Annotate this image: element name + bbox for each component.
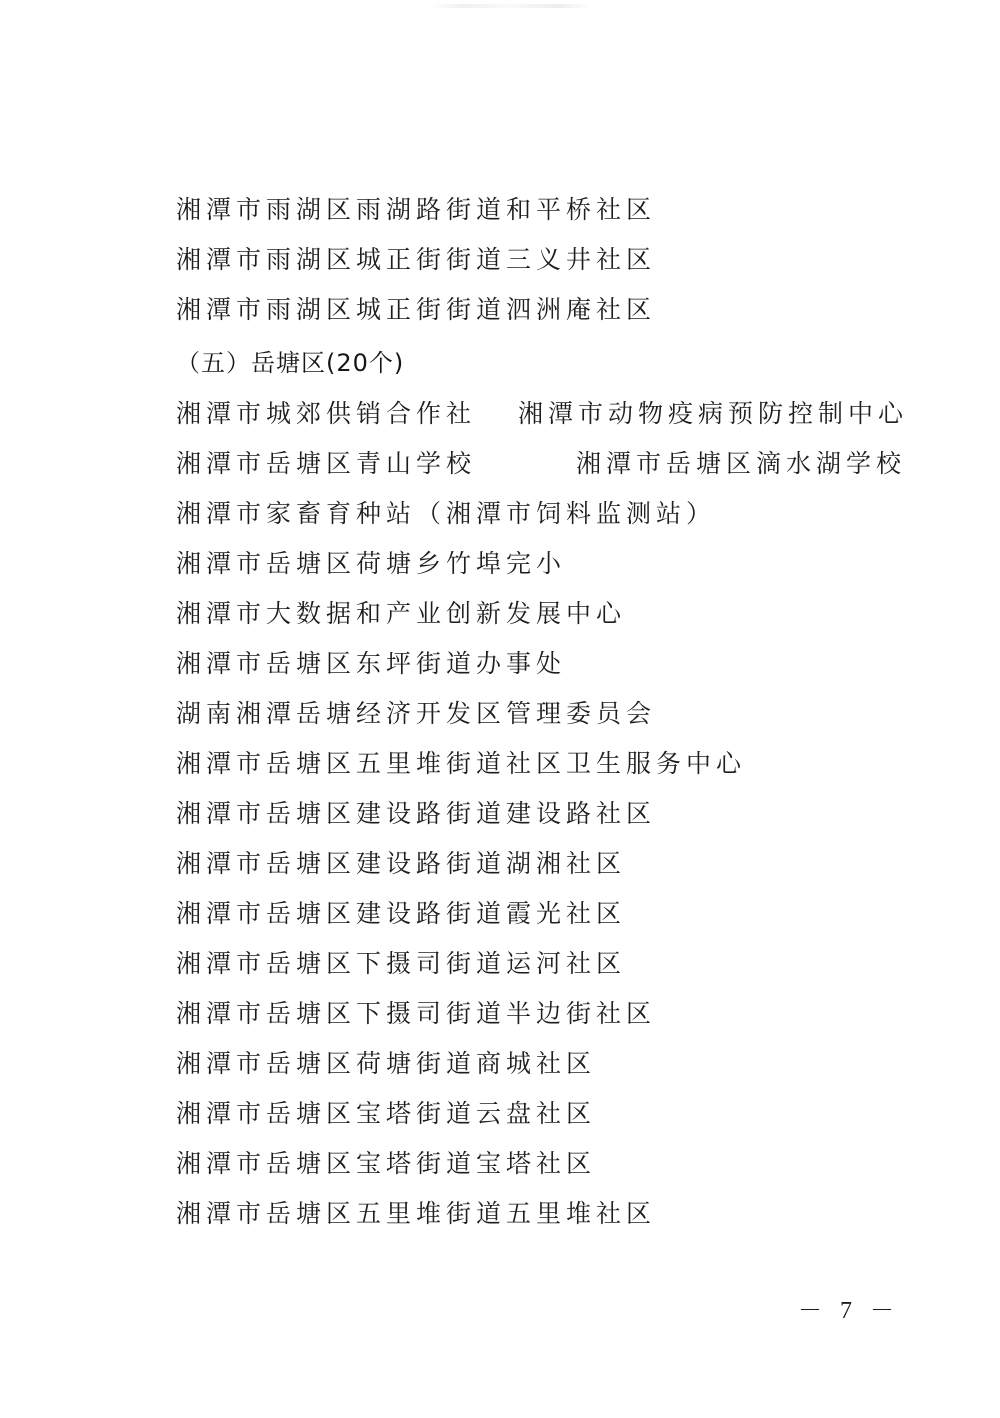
list-item: 湘潭市雨湖区城正街街道泗洲庵社区 <box>176 295 657 324</box>
list-item: 湘潭市岳塘区下摄司街道半边街社区 <box>176 999 657 1028</box>
list-item: 湘潭市岳塘区宝塔街道宝塔社区 <box>176 1149 597 1178</box>
list-item: 湘潭市岳塘区建设路街道霞光社区 <box>176 899 627 928</box>
list-item: 湘潭市岳塘区滴水湖学校 <box>576 449 907 478</box>
list-item: 湘潭市岳塘区五里堆街道五里堆社区 <box>176 1199 657 1228</box>
list-item: 湘潭市岳塘区建设路街道建设路社区 <box>176 799 657 828</box>
list-item: 湘潭市家畜育种站（湘潭市饲料监测站） <box>176 499 717 528</box>
page-number: － 7 － <box>798 1298 900 1324</box>
scan-artifact <box>430 4 590 8</box>
list-item: 湘潭市岳塘区宝塔街道云盘社区 <box>176 1099 597 1128</box>
list-item: 湘潭市雨湖区城正街街道三义井社区 <box>176 245 657 274</box>
list-item: 湘潭市动物疫病预防控制中心 <box>518 399 909 428</box>
list-item: 湘潭市城郊供销合作社 <box>176 399 477 428</box>
list-item: 湘潭市岳塘区荷塘乡竹埠完小 <box>176 549 567 578</box>
list-item: 湘潭市岳塘区五里堆街道社区卫生服务中心 <box>176 749 747 778</box>
list-item: 湘潭市岳塘区东坪街道办事处 <box>176 649 567 678</box>
list-item: 湘潭市岳塘区青山学校 <box>176 449 477 478</box>
section-heading: （五）岳塘区(20个) <box>176 349 405 377</box>
list-item: 湘潭市岳塘区下摄司街道运河社区 <box>176 949 627 978</box>
list-item: 湘潭市雨湖区雨湖路街道和平桥社区 <box>176 195 657 224</box>
list-item: 湘潭市岳塘区建设路街道湖湘社区 <box>176 849 627 878</box>
list-item: 湖南湘潭岳塘经济开发区管理委员会 <box>176 699 657 728</box>
list-item: 湘潭市岳塘区荷塘街道商城社区 <box>176 1049 597 1078</box>
list-item: 湘潭市大数据和产业创新发展中心 <box>176 599 627 628</box>
